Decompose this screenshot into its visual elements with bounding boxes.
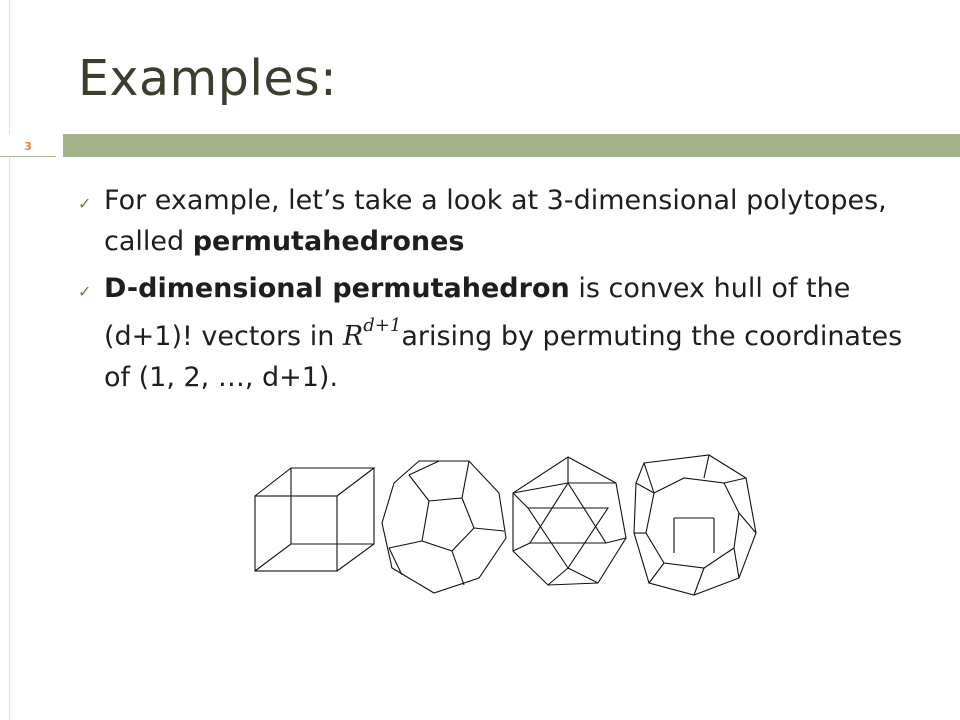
slide-number: 3 [24, 139, 32, 153]
icosahedron-icon [513, 457, 626, 585]
bullet-item [76, 180, 936, 262]
math-expression [342, 315, 402, 352]
bullet-text: For example, let’s take a look at 3-dimensional polytopes, called [104, 185, 887, 257]
bullet-text: arising by permuting the coordinates of (1, 2, …, d+1). [104, 321, 903, 393]
bullet-list [76, 180, 936, 404]
cube-icon [255, 468, 374, 571]
slide-title: Examples: [78, 50, 338, 107]
checkmark-icon: ✓ [78, 194, 92, 213]
permutahedron-icon [634, 455, 756, 595]
bullet-bold-term: D-dimensional permutahedron [104, 273, 570, 304]
bullet-text: is convex hull of the (d+1)! vectors in [104, 273, 851, 352]
bullet-item [76, 268, 936, 398]
left-guide-line [9, 0, 10, 720]
title-divider-bar [63, 134, 960, 157]
math-superscript: d+1 [363, 315, 402, 336]
math-base: R [342, 321, 364, 352]
checkmark-icon: ✓ [78, 282, 92, 301]
dodecahedron-icon [382, 461, 506, 593]
polytopes-figure [250, 448, 762, 598]
bullet-bold-term: permutahedrones [192, 226, 465, 257]
